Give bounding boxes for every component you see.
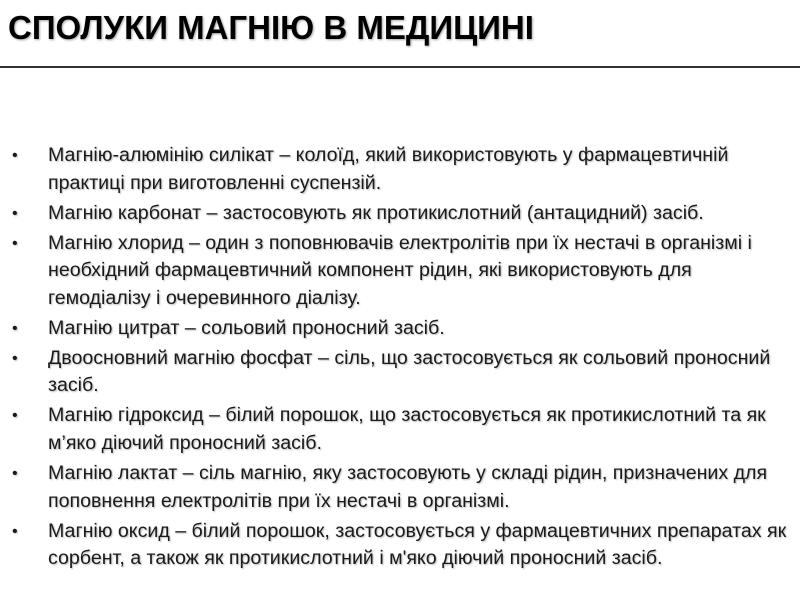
list-item-text: Двоосновний магнію фосфат – сіль, що застосовується як сольовий проносний засіб. [48, 346, 771, 397]
list-item-text: Магнію-алюмінію силікат – колоїд, який використовують у фармацевтичній практиці при виготовленні суспензій. [48, 144, 729, 194]
list-item [10, 315, 795, 343]
bullet-icon: • [12, 465, 18, 483]
list-item [10, 460, 795, 515]
list-item-text: Магнію гідроксид – білий порошок, що застосовується як протикислотний та як м’яко діючий проносний засіб. [48, 404, 766, 454]
list-item-text: Магнію лактат – сіль магнію, яку застосовують у складі рідин, призначених для поповнення електролітів при їх нестачі в організмі. [48, 462, 768, 512]
slide-title: СПОЛУКИ МАГНІЮ В МЕДИЦИНІ [8, 9, 534, 46]
bullet-icon: • [12, 234, 18, 252]
list-item [10, 200, 795, 228]
list-item-text: Магнію оксид – білий порошок, застосовується у фармацевтичних препаратах як сорбент, а також як протикислотний і м'яко діючий проносний засіб. [48, 519, 787, 570]
list-item-text: Магнію хлорид – один з поповнювачів електролітів при їх нестачі в організмі і необхідний фармацевтичний компонент рідин, які використовують для гемодіалізу і очеревинного діалізу. [48, 231, 752, 309]
bullet-icon: • [12, 522, 18, 540]
bullet-icon: • [12, 204, 18, 222]
list-item [10, 142, 795, 197]
bullet-icon: • [12, 407, 18, 425]
list-item [10, 345, 795, 400]
bullet-icon: • [12, 349, 18, 367]
slide-content [10, 142, 795, 575]
list-item [10, 402, 795, 457]
bullet-icon: • [12, 147, 18, 164]
list-item [10, 518, 795, 573]
bullet-icon: • [12, 319, 18, 337]
list-item-text: Магнію цитрат – сольовий проносний засіб. [48, 316, 445, 339]
list-item [10, 230, 795, 313]
list-item-text: Магнію карбонат – застосовують як протикислотний (антацидний) засіб. [48, 201, 704, 224]
title-bar [0, 0, 800, 68]
bullet-list [10, 142, 795, 573]
